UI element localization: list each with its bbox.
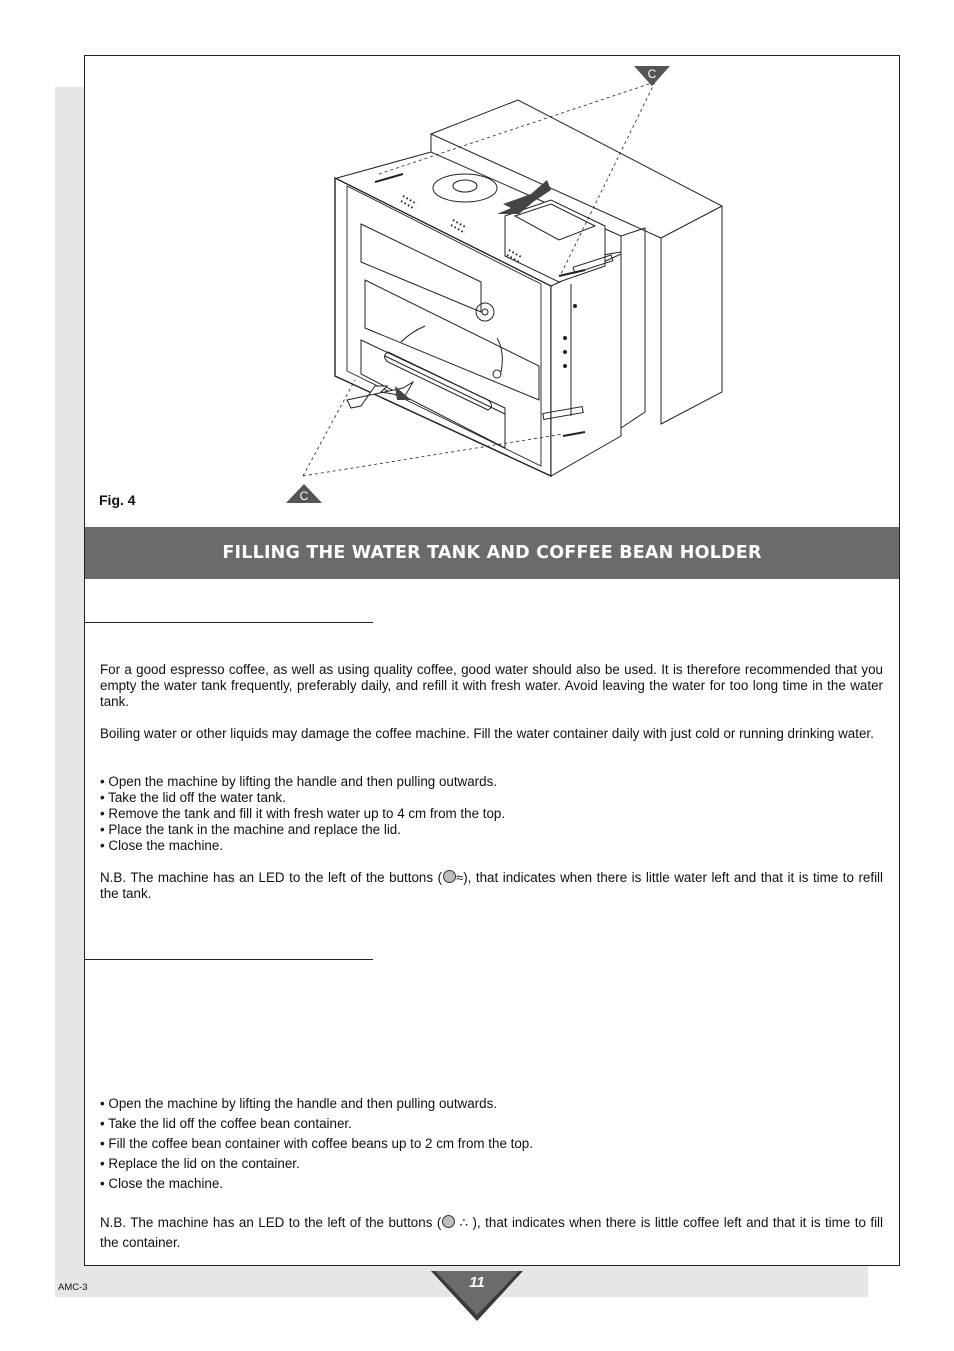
list-item: • Close the machine. — [100, 838, 224, 853]
list-item: • Open the machine by lifting the handle and then pulling outwards. — [100, 774, 497, 789]
water-paragraph-2: Boiling water or other liquids may damage the coffee machine. Fill the water container daily with just cold or running drinking water. — [100, 726, 874, 741]
led-icon — [443, 870, 456, 883]
page-number-tab — [431, 1271, 523, 1323]
beans-nb-note — [100, 1213, 883, 1253]
page-number: 11 — [469, 1274, 485, 1291]
list-item: • Remove the tank and fill it with fresh water up to 4 cm from the top. — [100, 806, 506, 821]
list-item: • Replace the lid on the container. — [100, 1156, 300, 1171]
list-item: • Take the lid off the coffee bean container. — [100, 1116, 352, 1131]
beans-steps-list — [100, 1094, 883, 1194]
water-paragraph-1: For a good espresso coffee, as well as using quality coffee, good water should also be used. It is therefore recommended that you empty the water tank frequently, preferably daily, and refill it with fresh water. Avoid leaving the water for too long time in the water tank. — [100, 662, 883, 709]
list-item: • Fill the coffee bean container with coffee beans up to 2 cm from the top. — [100, 1136, 533, 1151]
beans-nb-text-end: ), that indicates when there is little coffee left and that it is time to fill the container. — [100, 1215, 883, 1250]
page-frame — [84, 55, 900, 1266]
led-icon — [442, 1215, 455, 1228]
coffee-beans-icon: ∴ — [459, 1215, 469, 1230]
section-title: FILLING THE WATER TANK AND COFFEE BEAN HOLDER — [222, 543, 762, 563]
water-steps-list — [100, 774, 883, 854]
coffee-machine-drawing — [85, 56, 899, 526]
beans-nb-text-start: N.B. The machine has an LED to the left of the buttons ( — [100, 1215, 442, 1230]
callout-c-bottom: C — [299, 489, 309, 503]
list-item: • Open the machine by lifting the handle and then pulling outwards. — [100, 1096, 497, 1111]
figure-4 — [85, 56, 899, 526]
list-item: • Place the tank in the machine and replace the lid. — [100, 822, 401, 837]
water-nb-text-start: N.B. The machine has an LED to the left of the buttons ( — [100, 870, 443, 885]
section-title-bar — [85, 527, 899, 579]
page-margin-strip-left — [55, 87, 85, 1297]
water-wave-icon: ≈ — [456, 870, 464, 885]
water-nb-text-end: ), that indicates when there is little water left and that it is time to refill the tank. — [100, 870, 883, 901]
model-code: AMC-3 — [58, 1282, 88, 1293]
list-item: • Close the machine. — [100, 1176, 224, 1191]
beans-section-rule — [85, 959, 373, 960]
callout-c-top: C — [647, 67, 657, 81]
water-section-rule — [85, 622, 373, 623]
figure-label: Fig. 4 — [99, 492, 136, 508]
water-nb-note — [100, 870, 883, 902]
list-item: • Take the lid off the water tank. — [100, 790, 286, 805]
